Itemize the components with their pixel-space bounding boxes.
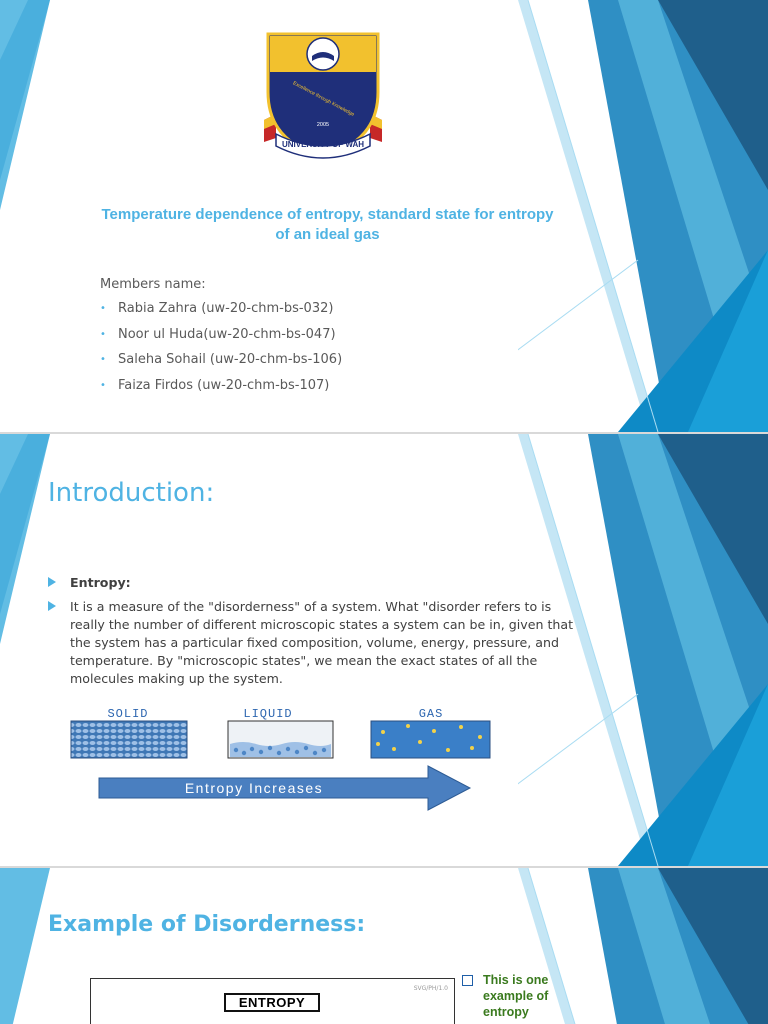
bullet-dot-icon: • xyxy=(100,328,106,340)
list-item xyxy=(48,598,588,688)
logo-year: 2005 xyxy=(316,122,330,128)
side-note xyxy=(462,972,582,1020)
members-list xyxy=(100,301,342,403)
list-item xyxy=(100,378,342,404)
title-slide xyxy=(0,0,768,432)
bullet-arrow-icon xyxy=(48,577,56,587)
term-label: Entropy: xyxy=(70,575,131,590)
definition-text: It is a measure of the "disorderness" of a system. What "disorder refers to is really the number of different microscopic states a system can be in, given that the system has a particular fixed composition, volume, energy, pressure, and temperature. By "microscopic states", we mean the exact states of all the molecules making up the system. xyxy=(70,599,574,686)
decorative-left-stripe xyxy=(0,868,60,1024)
logo-motto: Excellence through Knowledge xyxy=(291,80,356,118)
bullet-dot-icon: • xyxy=(100,354,106,365)
members-label: Members name: xyxy=(100,277,206,292)
slide-heading: Introduction: xyxy=(48,478,215,508)
arrow-label: Entropy Increases xyxy=(184,780,324,796)
bullet-arrow-icon xyxy=(48,601,56,611)
member-name: Noor ul Huda(uw-20-chm-bs-047) xyxy=(118,326,336,342)
gas-box xyxy=(371,721,490,758)
member-name: Saleha Sohail (uw-20-chm-bs-106) xyxy=(118,352,343,367)
member-name: Faiza Firdos (uw-20-chm-bs-107) xyxy=(118,377,330,393)
entropy-label: ENTROPY xyxy=(224,993,320,1012)
university-logo xyxy=(262,30,384,162)
list-item xyxy=(100,301,342,327)
list-item xyxy=(100,327,342,353)
checkbox-bullet-icon xyxy=(462,975,473,986)
bullet-dot-icon: • xyxy=(100,379,106,391)
example-slide xyxy=(0,868,768,1024)
list-item xyxy=(100,352,342,378)
bullet-list xyxy=(48,574,588,694)
slide-heading: Example of Disorderness: xyxy=(48,912,366,937)
introduction-slide xyxy=(0,434,768,866)
image-code: SVG/PH/1.0 xyxy=(413,985,448,992)
logo-banner-text: UNIVERSITY OF WAH xyxy=(281,140,365,149)
liquid-label: LIQUID xyxy=(243,707,293,721)
example-image xyxy=(90,978,455,1024)
member-name: Rabia Zahra (uw-20-chm-bs-032) xyxy=(118,301,334,316)
list-item xyxy=(48,574,588,592)
states-of-matter-diagram xyxy=(68,704,528,819)
decorative-left-stripe xyxy=(0,0,60,432)
presentation-title: Temperature dependence of entropy, standard state for entropy of an ideal gas xyxy=(101,206,554,243)
solid-label: SOLID xyxy=(107,707,149,721)
solid-box xyxy=(71,721,187,758)
side-note-text: This is one example of entropy xyxy=(483,973,549,1019)
gas-label: GAS xyxy=(418,707,444,721)
decorative-shapes xyxy=(518,0,768,432)
bullet-dot-icon: • xyxy=(100,303,106,314)
